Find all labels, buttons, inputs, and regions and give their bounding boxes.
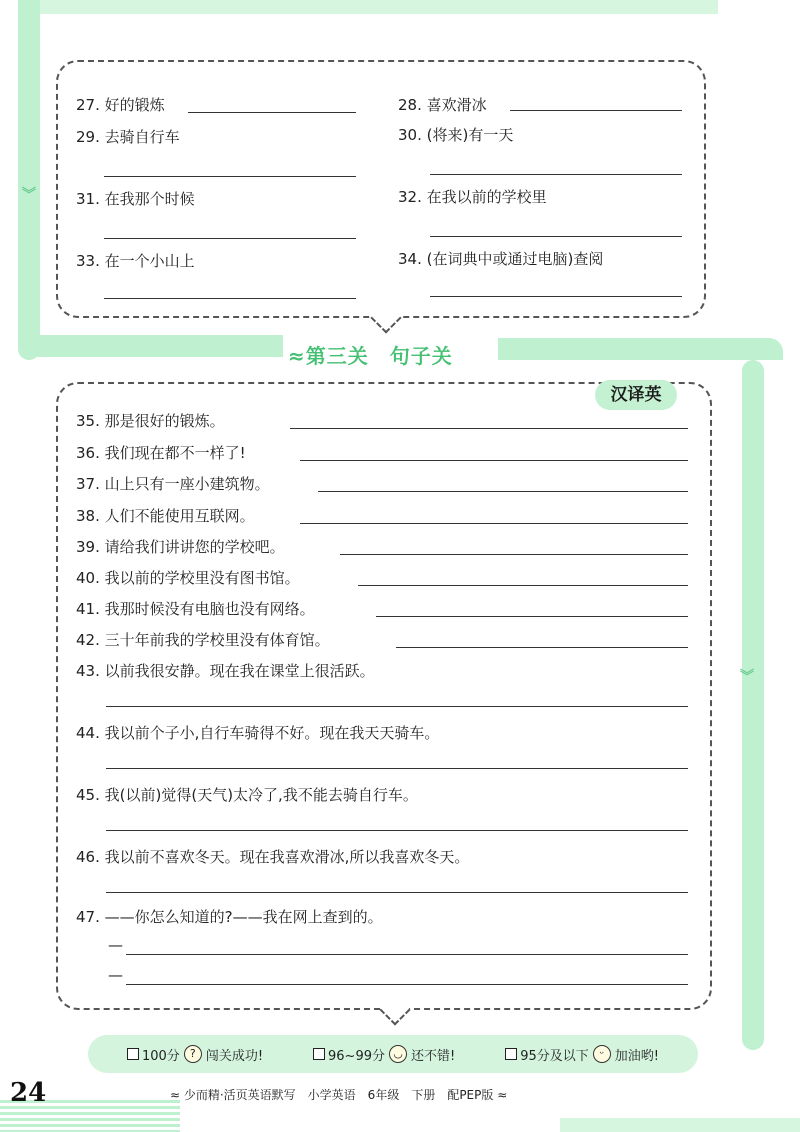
- sentence-39: 39. 请给我们讲讲您的学校吧。: [76, 538, 285, 556]
- sentence-43: 43. 以前我很安静。现在我在课堂上很活跃。: [76, 662, 375, 680]
- checkbox[interactable]: [505, 1048, 517, 1060]
- translation-tag: 汉译英: [595, 380, 677, 410]
- answer-line[interactable]: [106, 768, 688, 769]
- sentence-46: 46. 我以前不喜欢冬天。现在我喜欢滑冰,所以我喜欢冬天。: [76, 848, 470, 866]
- answer-line[interactable]: [188, 112, 356, 113]
- answer-line[interactable]: [510, 110, 682, 111]
- sentence-42: 42. 三十年前我的学校里没有体育馆。: [76, 631, 330, 649]
- chevron-down-icon: ︾: [22, 187, 36, 203]
- footer-text: ≈ 少而精·活页英语默写 小学英语 6年级 下册 配PEP版 ≈: [170, 1088, 508, 1102]
- sentence-40: 40. 我以前的学校里没有图书馆。: [76, 569, 300, 587]
- sentence-44: 44. 我以前个子小,自行车骑得不好。现在我天天骑车。: [76, 724, 440, 742]
- answer-line[interactable]: [376, 616, 688, 617]
- smile-face-icon: ◡: [389, 1045, 407, 1063]
- answer-line[interactable]: [300, 523, 688, 524]
- answer-line[interactable]: [104, 176, 356, 177]
- frame-mid-right-decoration: [498, 338, 783, 360]
- frame-mid-left-decoration: [18, 335, 283, 357]
- answer-line[interactable]: [318, 491, 688, 492]
- frame-top-decoration: [18, 0, 718, 14]
- sentence-37: 37. 山上只有一座小建筑物。: [76, 475, 270, 493]
- vocab-item-34: 34. (在词典中或通过电脑)查阅: [398, 250, 604, 268]
- vocab-item-30: 30. (将来)有一天: [398, 126, 514, 144]
- answer-line[interactable]: [126, 954, 688, 955]
- answer-line[interactable]: [106, 892, 688, 893]
- sentence-45: 45. 我(以前)觉得(天气)太冷了,我不能去骑自行车。: [76, 786, 418, 804]
- answer-line[interactable]: [126, 984, 688, 985]
- answer-line[interactable]: [396, 647, 688, 648]
- page-number: 24: [10, 1078, 47, 1108]
- answer-line[interactable]: [430, 174, 682, 175]
- answer-line[interactable]: [106, 830, 688, 831]
- checkbox[interactable]: [127, 1048, 139, 1060]
- answer-line[interactable]: [430, 296, 682, 297]
- answer-line[interactable]: [290, 428, 688, 429]
- sentence-38: 38. 人们不能使用互联网。: [76, 507, 255, 525]
- vocab-item-31: 31. 在我那个时候: [76, 190, 195, 208]
- sentence-47: 47. ——你怎么知道的?——我在网上查到的。: [76, 908, 383, 926]
- sentence-41: 41. 我那时候没有电脑也没有网络。: [76, 600, 315, 618]
- answer-line[interactable]: [430, 236, 682, 237]
- vocab-item-28: 28. 喜欢滑冰: [398, 96, 487, 114]
- thinking-face-icon: ?: [184, 1045, 202, 1063]
- footer-wave-decoration: [560, 1118, 800, 1132]
- answer-line[interactable]: [300, 460, 688, 461]
- vocab-item-33: 33. 在一个小山上: [76, 252, 195, 270]
- answer-line[interactable]: [106, 706, 688, 707]
- score-item-95-below: 95分及以下 ᵕ 加油哟!: [505, 1045, 659, 1064]
- cheer-face-icon: ᵕ: [593, 1045, 611, 1063]
- score-item-100: 100分 ? 闯关成功!: [127, 1045, 263, 1064]
- vocab-item-29: 29. 去骑自行车: [76, 128, 180, 146]
- answer-line[interactable]: [104, 298, 356, 299]
- frame-right-decoration: [742, 360, 764, 1050]
- vocab-item-32: 32. 在我以前的学校里: [398, 188, 547, 206]
- score-bar: [88, 1035, 698, 1073]
- score-item-96-99: 96~99分 ◡ 还不错!: [313, 1045, 455, 1064]
- vocab-item-27: 27. 好的锻炼: [76, 96, 165, 114]
- answer-line[interactable]: [358, 585, 688, 586]
- sentence-36: 36. 我们现在都不一样了!: [76, 444, 246, 462]
- sentence-35: 35. 那是很好的锻炼。: [76, 412, 225, 430]
- frame-left-decoration: [18, 0, 40, 360]
- dialog-dash: —: [108, 966, 123, 984]
- dialog-dash: —: [108, 936, 123, 954]
- answer-line[interactable]: [340, 554, 688, 555]
- checkbox[interactable]: [313, 1048, 325, 1060]
- chevron-down-icon: ︾: [740, 669, 754, 685]
- answer-line[interactable]: [104, 238, 356, 239]
- section-title: ≈第三关 句子关: [288, 344, 453, 368]
